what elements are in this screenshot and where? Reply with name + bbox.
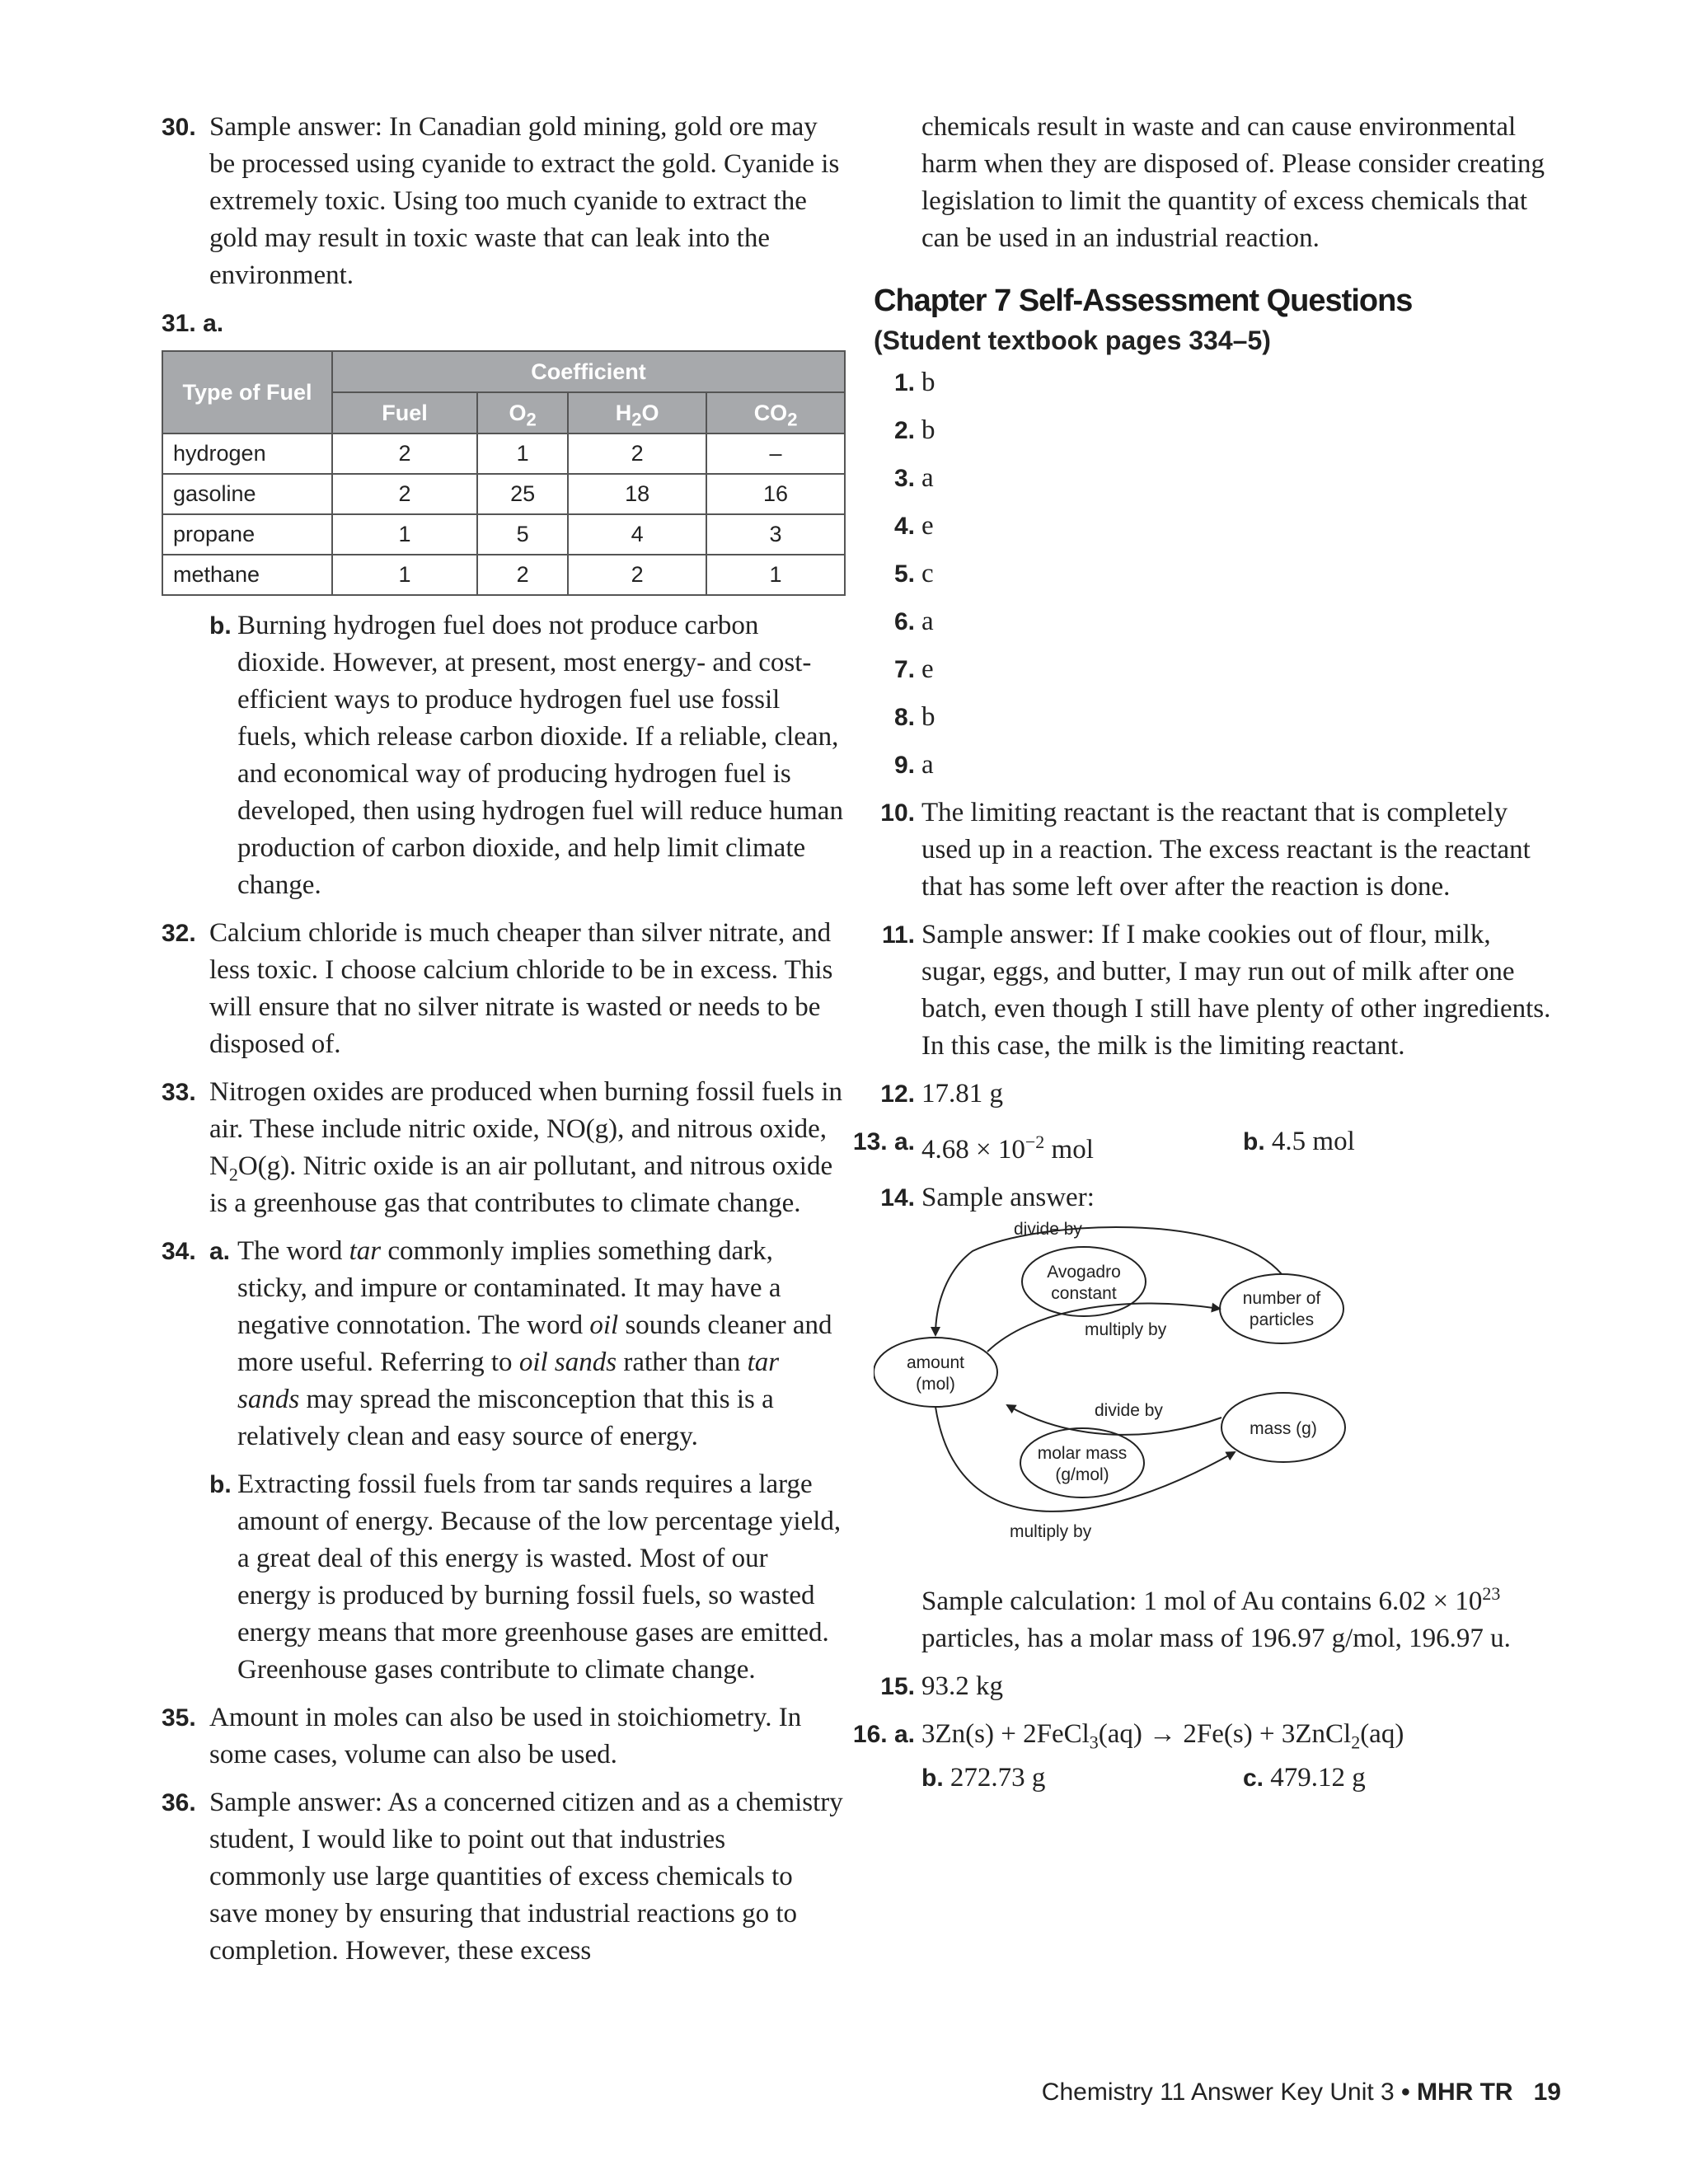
- table-row: propane 1 5 4 3: [162, 514, 845, 555]
- svg-text:(g/mol): (g/mol): [1055, 1465, 1109, 1484]
- question-number: 35.: [162, 1704, 196, 1732]
- question-33: [162, 1074, 846, 1222]
- question-36-continuation: chemicals result in waste and can cause environmental harm when they are disposed of. Please consider creating legislation to limit the quantity of excess chemicals that can be used in an industrial reaction.: [921, 112, 1545, 253]
- left-column: [162, 109, 846, 1980]
- node-avogadro: [1022, 1247, 1146, 1316]
- header-co2: $CO_2$: [706, 392, 845, 434]
- question-12: [874, 1076, 1558, 1113]
- question-35: [162, 1699, 846, 1774]
- svg-text:amount: amount: [906, 1353, 965, 1372]
- question-31-part-b: [162, 607, 846, 904]
- part-label: b.: [209, 1471, 232, 1498]
- chapter-title: Chapter 7 Self-Assessment Questions: [874, 284, 1413, 318]
- answer-text: Burning hydrogen fuel does not produce carbon dioxide. However, at present, most energy- and cost-efficient ways to produce hydrogen fuel use fossil fuels, which release carbon dioxide. If a reliable, clean, and economical way of producing hydrogen fuel is developed, then using hydrogen fuel will reduce human production of carbon dioxide, and help limit climate change.: [237, 611, 843, 900]
- label-multiply-by-bottom: multiply by: [1010, 1522, 1092, 1541]
- question-34-part-b: [162, 1466, 846, 1689]
- question-number: 30.: [162, 114, 196, 141]
- answer-text: Sample answer: In Canadian gold mining, gold ore may be processed using cyanide to extract the gold. Cyanide is extremely toxic. Using too much cyanide to extract the gold may result in toxic waste that can leak into the environment.: [209, 112, 840, 290]
- list-item: 5. c: [893, 559, 934, 588]
- list-item: 1. b: [893, 368, 935, 397]
- question-13: [852, 1123, 1558, 1169]
- svg-text:constant: constant: [1051, 1284, 1117, 1303]
- question-32: [162, 915, 846, 1063]
- question-number: 34.: [162, 1238, 196, 1265]
- question-number: 33.: [162, 1079, 196, 1106]
- list-item: 6. a: [893, 607, 934, 636]
- list-item: 8. b: [893, 702, 935, 732]
- question-number: 14.: [880, 1184, 915, 1212]
- answer-text: 17.81 g: [921, 1079, 1003, 1108]
- question-14: [874, 1179, 1558, 1216]
- question-34: [162, 1233, 846, 1689]
- question-number: 36.: [162, 1789, 196, 1816]
- question-31: [162, 305, 846, 904]
- question-10: [874, 794, 1558, 906]
- answer-text: Amount in moles can also be used in stoichiometry. In some cases, volume can also be used.: [209, 1703, 802, 1769]
- table-header-row: [162, 351, 845, 392]
- answer-text: Sample answer: As a concerned citizen and as a chemistry student, I would like to point out that industries commonly use large quantities of excess chemicals to save money by ensuring that industrial reactions go to completion. However, these excess: [209, 1788, 843, 1966]
- answer-b: b. 4.5 mol: [1243, 1127, 1355, 1156]
- mole-conversion-diagram: [874, 1212, 1558, 1558]
- part-label: a.: [209, 1238, 231, 1265]
- question-number: 11.: [881, 921, 915, 949]
- question-30: [162, 109, 846, 294]
- list-item: 3. a: [893, 463, 934, 493]
- table-row: methane 1 2 2 1: [162, 555, 845, 595]
- answer-a: 3Zn(s) + 2FeCl$_3$(aq) → 2Fe(s) + 3ZnCl$_2$(aq): [921, 1719, 1404, 1753]
- question-number: 10.: [880, 799, 915, 827]
- svg-text:number of: number of: [1242, 1289, 1321, 1308]
- question-36: [162, 1784, 846, 1970]
- part-label: a.: [203, 310, 224, 337]
- svg-text:mass (g): mass (g): [1250, 1419, 1317, 1438]
- answer-a: $4.68 \times 10^{-2}$ mol: [921, 1132, 1094, 1165]
- svg-text:particles: particles: [1249, 1310, 1315, 1329]
- header-h2o: $H_2O$: [568, 392, 706, 434]
- answer-b: b. 272.73 g: [921, 1763, 1046, 1793]
- right-column: [852, 109, 1558, 1807]
- svg-text:Avogadro: Avogadro: [1047, 1263, 1121, 1282]
- sample-calculation: Sample calculation: 1 mol of Au contains $6.02 \times 10^{23}$ particles, has a molar mass of 196.97 g/mol, 196.97 u.: [921, 1583, 1511, 1653]
- answer-text: Sample answer:: [921, 1183, 1095, 1212]
- label-divide-by-mid: divide by: [1095, 1401, 1163, 1420]
- node-number-of-particles: [1220, 1274, 1343, 1343]
- question-number: 32.: [162, 920, 196, 947]
- question-34-part-a: [162, 1233, 846, 1455]
- list-item: 4. e: [893, 511, 934, 541]
- answer-text: The word tar commonly implies something dark, sticky, and impure or contaminated. It may have a negative connotation. The word oil sounds cleaner and more useful. Referring to oil sands rather than tar sands may spread the misconception that this is a relatively clean and easy source of energy.: [237, 1236, 832, 1451]
- fuel-coefficient-table: [162, 350, 846, 596]
- page-number: 19: [1533, 2079, 1561, 2106]
- answer-text: Nitrogen oxides are produced when burning fossil fuels in air. These include nitric oxide, NO(g), and nitrous oxide, $N_2O(g)$. Nitric oxide is an air pollutant, and nitrous oxide is a greenhouse gas that contributes to climate change.: [209, 1077, 842, 1218]
- question-number: 15.: [880, 1673, 915, 1700]
- svg-text:molar mass: molar mass: [1037, 1444, 1128, 1463]
- question-number: 16. a.: [852, 1721, 915, 1748]
- question-number: 12.: [880, 1080, 915, 1108]
- answer-text: Calcium chloride is much cheaper than silver nitrate, and less toxic. I choose calcium chloride to be in excess. This will ensure that no silver nitrate is wasted or needs to be disposed of.: [209, 918, 833, 1059]
- answer-text: The limiting reactant is the reactant that is completely used up in a reaction. The excess reactant is the reactant that has some left over after the reaction is done.: [921, 798, 1531, 902]
- list-item: 2. b: [893, 415, 935, 445]
- answer-c: c. 479.12 g: [1243, 1763, 1366, 1793]
- multiple-choice-answers: [874, 364, 1558, 784]
- question-16: [852, 1716, 1558, 1797]
- label-divide-by-top: divide by: [1014, 1220, 1082, 1239]
- chapter-subtitle: (Student textbook pages 334–5): [874, 326, 1271, 355]
- answer-text: 93.2 kg: [921, 1671, 1003, 1701]
- answer-text: Sample answer: If I make cookies out of flour, milk, sugar, eggs, and butter, I may run out of milk after one batch, even though I still have plenty of other ingredients. In this case, the milk is the limiting reactant.: [921, 920, 1551, 1061]
- list-item: 7. e: [893, 654, 934, 684]
- footer-book-title: Chemistry 11 Answer Key Unit 3: [1041, 2079, 1395, 2106]
- table-row: hydrogen 2 1 2 –: [162, 434, 845, 474]
- page-footer: [1042, 2079, 1561, 2107]
- question-number: 31.: [162, 310, 196, 337]
- question-15: [874, 1668, 1558, 1705]
- header-fuel: Fuel: [332, 392, 477, 434]
- question-number: 13. a.: [852, 1128, 915, 1155]
- header-type-of-fuel: Type of Fuel: [162, 351, 332, 434]
- table-row: gasoline 2 25 18 16: [162, 474, 845, 514]
- label-multiply-by-mid: multiply by: [1085, 1320, 1167, 1339]
- list-item: 9. a: [893, 750, 934, 780]
- node-molar-mass: [1020, 1428, 1144, 1497]
- svg-text:(mol): (mol): [916, 1375, 955, 1394]
- footer-bullet: •: [1401, 2079, 1410, 2106]
- header-coefficient: Coefficient: [332, 351, 845, 392]
- header-o2: $O_2$: [477, 392, 568, 434]
- footer-publisher: MHR TR: [1416, 2079, 1513, 2106]
- question-11: [874, 916, 1558, 1065]
- part-label: b.: [209, 612, 232, 640]
- answer-text: Extracting fossil fuels from tar sands requires a large amount of energy. Because of the low percentage yield, a great deal of this energy is wasted. Most of our energy is produced by burning fossil fuels, so wasted energy means that more greenhouse gases are emitted. Greenhouse gases contribute to climate change.: [237, 1469, 842, 1685]
- node-amount: [874, 1338, 997, 1407]
